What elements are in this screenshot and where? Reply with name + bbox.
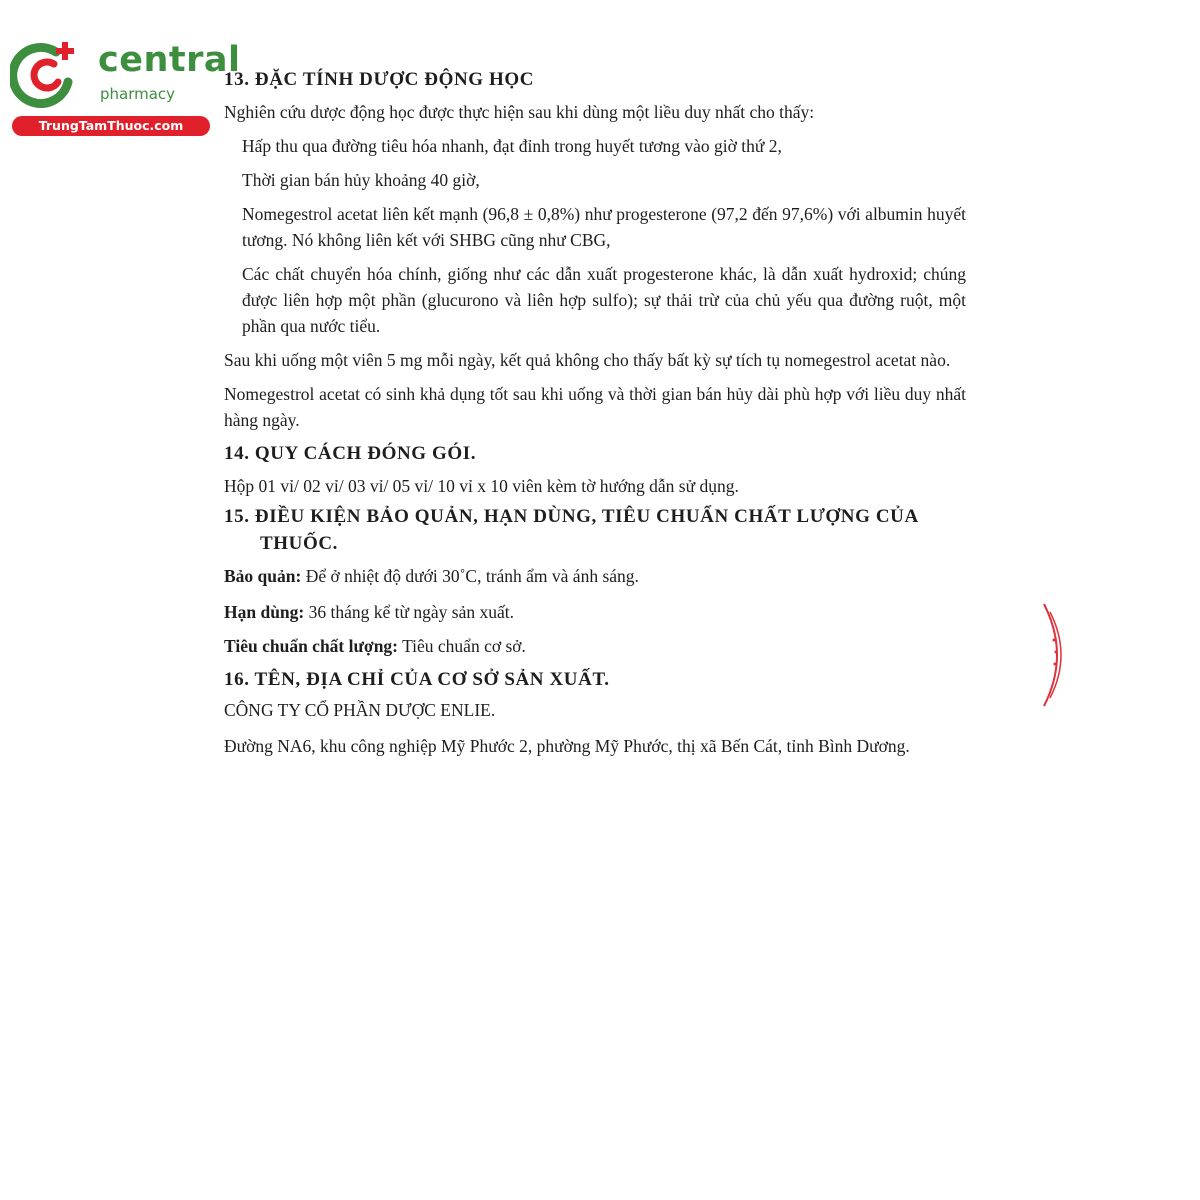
section-15-heading-line1: 15. ĐIỀU KIỆN BẢO QUẢN, HẠN DÙNG, TIÊU CHUẨN CHẤT LƯỢNG CỦA bbox=[224, 506, 919, 527]
logo-brand-sub: pharmacy bbox=[100, 85, 176, 103]
section-13-binding: Nomegestrol acetat liên kết mạnh (96,8 ± 0,8%) như progesterone (97,2 đến 97,6%) với albumin huyết tương. Nó không liên kết với SHBG cũng như CBG, bbox=[242, 204, 966, 250]
central-pharmacy-logo bbox=[10, 38, 241, 138]
section-13-half-life: Thời gian bán hủy khoảng 40 giờ, bbox=[242, 170, 480, 190]
section-14-heading: 14. QUY CÁCH ĐÓNG GÓI. bbox=[224, 443, 477, 464]
quality-label: Tiêu chuẩn chất lượng: bbox=[224, 636, 399, 656]
central-pharmacy-logo-icon bbox=[10, 38, 82, 110]
section-15-heading bbox=[224, 503, 966, 557]
section-16-company: CÔNG TY CỔ PHẦN DƯỢC ENLIE. bbox=[224, 700, 496, 720]
section-15-quality bbox=[224, 633, 966, 659]
expiry-label: Hạn dùng: bbox=[224, 602, 305, 622]
expiry-text: 36 tháng kể từ ngày sản xuất. bbox=[304, 602, 514, 622]
storage-label: Bảo quản: bbox=[224, 566, 302, 586]
document-body bbox=[224, 67, 966, 759]
section-15-expiry bbox=[224, 599, 966, 625]
section-15-storage bbox=[224, 563, 966, 589]
section-13-metabolites: Các chất chuyển hóa chính, giống như các dẫn xuất progesterone khác, là dẫn xuất hydroxid; chúng được liên hợp một phần (glucurono và liên hợp sulfo); sự thải trừ của chủ yếu qua đường ruột, một phần qua nước tiểu. bbox=[242, 264, 966, 336]
section-13-accumulation: Sau khi uống một viên 5 mg mỗi ngày, kết quả không cho thấy bất kỳ sự tích tụ nomegestrol acetat nào. bbox=[224, 350, 951, 370]
section-16-heading: 16. TÊN, ĐỊA CHỈ CỦA CƠ SỞ SẢN XUẤT. bbox=[224, 669, 610, 690]
logo-brand-name: central bbox=[98, 40, 241, 80]
section-13-intro: Nghiên cứu dược động học được thực hiện sau khi dùng một liều duy nhất cho thấy: bbox=[224, 102, 815, 122]
red-stamp-edge-icon bbox=[1040, 600, 1074, 710]
logo-site-badge: TrungTamThuoc.com bbox=[12, 116, 210, 136]
quality-text: Tiêu chuẩn cơ sở. bbox=[398, 636, 526, 656]
section-16-address: Đường NA6, khu công nghiệp Mỹ Phước 2, phường Mỹ Phước, thị xã Bến Cát, tỉnh Bình Dương. bbox=[224, 736, 910, 756]
section-13-heading: 13. ĐẶC TÍNH DƯỢC ĐỘNG HỌC bbox=[224, 69, 535, 90]
section-13-absorption: Hấp thu qua đường tiêu hóa nhanh, đạt đỉnh trong huyết tương vào giờ thứ 2, bbox=[242, 136, 782, 156]
section-15-heading-line2: THUỐC. bbox=[260, 533, 339, 554]
section-14-packaging: Hộp 01 vỉ/ 02 vỉ/ 03 vỉ/ 05 vỉ/ 10 vỉ x 10 viên kèm tờ hướng dẫn sử dụng. bbox=[224, 476, 739, 496]
storage-text: Để ở nhiệt độ dưới 30˚C, tránh ẩm và ánh sáng. bbox=[301, 566, 639, 586]
section-13-bioavailability: Nomegestrol acetat có sinh khả dụng tốt sau khi uống và thời gian bán hủy dài phù hợp với liều duy nhất hàng ngày. bbox=[224, 384, 966, 430]
